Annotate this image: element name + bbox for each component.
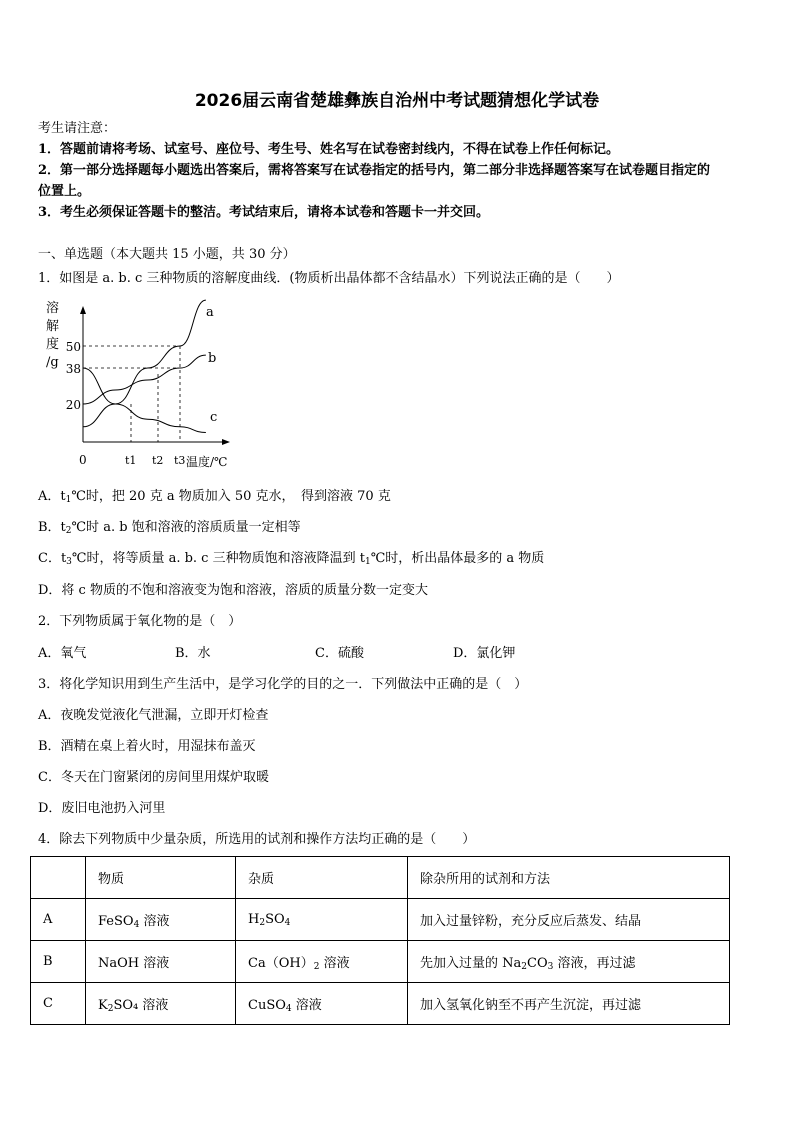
table-header-row [31, 857, 730, 899]
notice-item-3: 3．考生必须保证答题卡的整洁。考试结束后，请将本试卷和答题卡一并交回。 [38, 205, 490, 220]
impurity-cell: $H_2SO_4$ [236, 899, 408, 941]
q2-option-a: A．氧气 [38, 646, 87, 661]
table-row [31, 941, 730, 983]
impurity-cell: $Ca(OH)_2$ 溶液 [236, 941, 408, 983]
chart-guides [83, 346, 180, 442]
q1-option-d: D．将 c 物质的不饱和溶液变为饱和溶液，溶质的质量分数一定变大 [38, 583, 428, 598]
table-row [31, 899, 730, 941]
y-tick-label: 50 [65, 340, 81, 354]
impurity-cell: CuSO$_4$ 溶液 [236, 983, 408, 1025]
q1-stem: 1．如图是 a. b. c 三种物质的溶解度曲线．(物质析出晶体都不含结晶水）下列说法正确的是（ ） [38, 271, 620, 286]
notice-item-2-cont: 位置上。 [38, 184, 91, 199]
series-c-curve [83, 368, 206, 433]
substance-cell: NaOH 溶液 [86, 941, 236, 983]
q2-options [38, 645, 738, 663]
series-a-curve [83, 300, 206, 427]
chart-labels [46, 300, 227, 469]
chart-axes [80, 306, 230, 445]
q2-stem: 2．下列物质属于氧化物的是（ ） [38, 614, 242, 629]
table-header-cell: 杂质 [236, 857, 408, 899]
row-label: B [31, 941, 86, 983]
table-header-cell: 除杂所用的试剂和方法 [408, 857, 730, 899]
series-c-label: c [210, 410, 218, 425]
q2-option-d: D．氯化钾 [453, 646, 516, 661]
q3-option-d: D．废旧电池扔入河里 [38, 801, 166, 816]
q3-option-c: C．冬天在门窗紧闭的房间里用煤炉取暖 [38, 770, 269, 785]
q1-option-a: A．$t_1℃$时，把 20 克 a 物质加入 50 克水， 得到溶液 70 克 [38, 489, 391, 505]
series-b-curve [83, 355, 206, 404]
y-axis-label: 溶 [46, 301, 60, 316]
table-row [31, 983, 730, 1025]
q3-option-b: B．酒精在桌上着火时，用湿抹布盖灭 [38, 739, 256, 754]
q2-option-c: C．硫酸 [315, 646, 364, 661]
method-cell: 加入过量锌粉，充分反应后蒸发、结晶 [408, 899, 730, 941]
x-axis-arrow [222, 439, 230, 445]
series-b-label: b [208, 351, 217, 366]
section-heading: 一、单选题（本大题共 15 小题，共 30 分） [38, 247, 296, 262]
q1-option-b: B．$t_2℃$时 a. b 饱和溶液的溶质质量一定相等 [38, 520, 301, 536]
y-axis-label: /g [46, 355, 59, 370]
notice-item-1: 1．答题前请将考场、试室号、座位号、考生号、姓名写在试卷密封线内，不得在试卷上作任何标记。 [38, 142, 620, 157]
x-tick-label: t3 [174, 454, 186, 467]
solubility-chart [36, 296, 286, 476]
exam-title: 2026届云南省楚雄彝族自治州中考试题猜想化学试卷 [194, 91, 600, 111]
q4-table [30, 856, 730, 1025]
y-axis-arrow [80, 306, 86, 314]
x-tick-label: t2 [152, 454, 164, 467]
q3-option-a: A．夜晚发觉液化气泄漏，立即开灯检查 [38, 708, 269, 723]
q3-stem: 3．将化学知识用到生产生活中，是学习化学的目的之一．下列做法中正确的是（ ） [38, 677, 528, 692]
origin-label: 0 [79, 453, 87, 467]
y-axis-label: 解 [46, 319, 60, 334]
notice-item-2: 2．第一部分选择题每小题选出答案后，需将答案写在试卷指定的括号内，第二部分非选择题答案写在试卷题目指定的 [38, 163, 711, 178]
method-cell: 先加入过量的 $Na_2CO_3$ 溶液，再过滤 [408, 941, 730, 983]
chart-series [83, 300, 206, 432]
y-tick-label: 38 [65, 362, 81, 376]
q1-option-c: C．$t_3℃$时，将等质量 a. b. c 三种物质饱和溶液降温到 $t_1℃$时，析出晶体最多的 a 物质 [38, 551, 545, 567]
table-header-cell: 物质 [86, 857, 236, 899]
series-a-label: a [206, 305, 214, 320]
q4-stem: 4．除去下列物质中少量杂质，所选用的试剂和操作方法均正确的是（ ） [38, 832, 476, 847]
substance-cell: $K_2SO_4$ 溶液 [86, 983, 236, 1025]
y-tick-label: 20 [65, 398, 81, 412]
method-cell: 加入氢氧化钠至不再产生沉淀，再过滤 [408, 983, 730, 1025]
notice-heading: 考生请注意： [38, 121, 117, 136]
row-label: A [31, 899, 86, 941]
x-tick-label: t1 [125, 454, 137, 467]
y-axis-label: 度 [46, 337, 60, 352]
substance-cell: FeSO$_4$ 溶液 [86, 899, 236, 941]
x-axis-label: 温度/℃ [186, 455, 228, 469]
row-label: C [31, 983, 86, 1025]
q2-option-b: B．水 [175, 646, 211, 661]
table-header-cell [31, 857, 86, 899]
